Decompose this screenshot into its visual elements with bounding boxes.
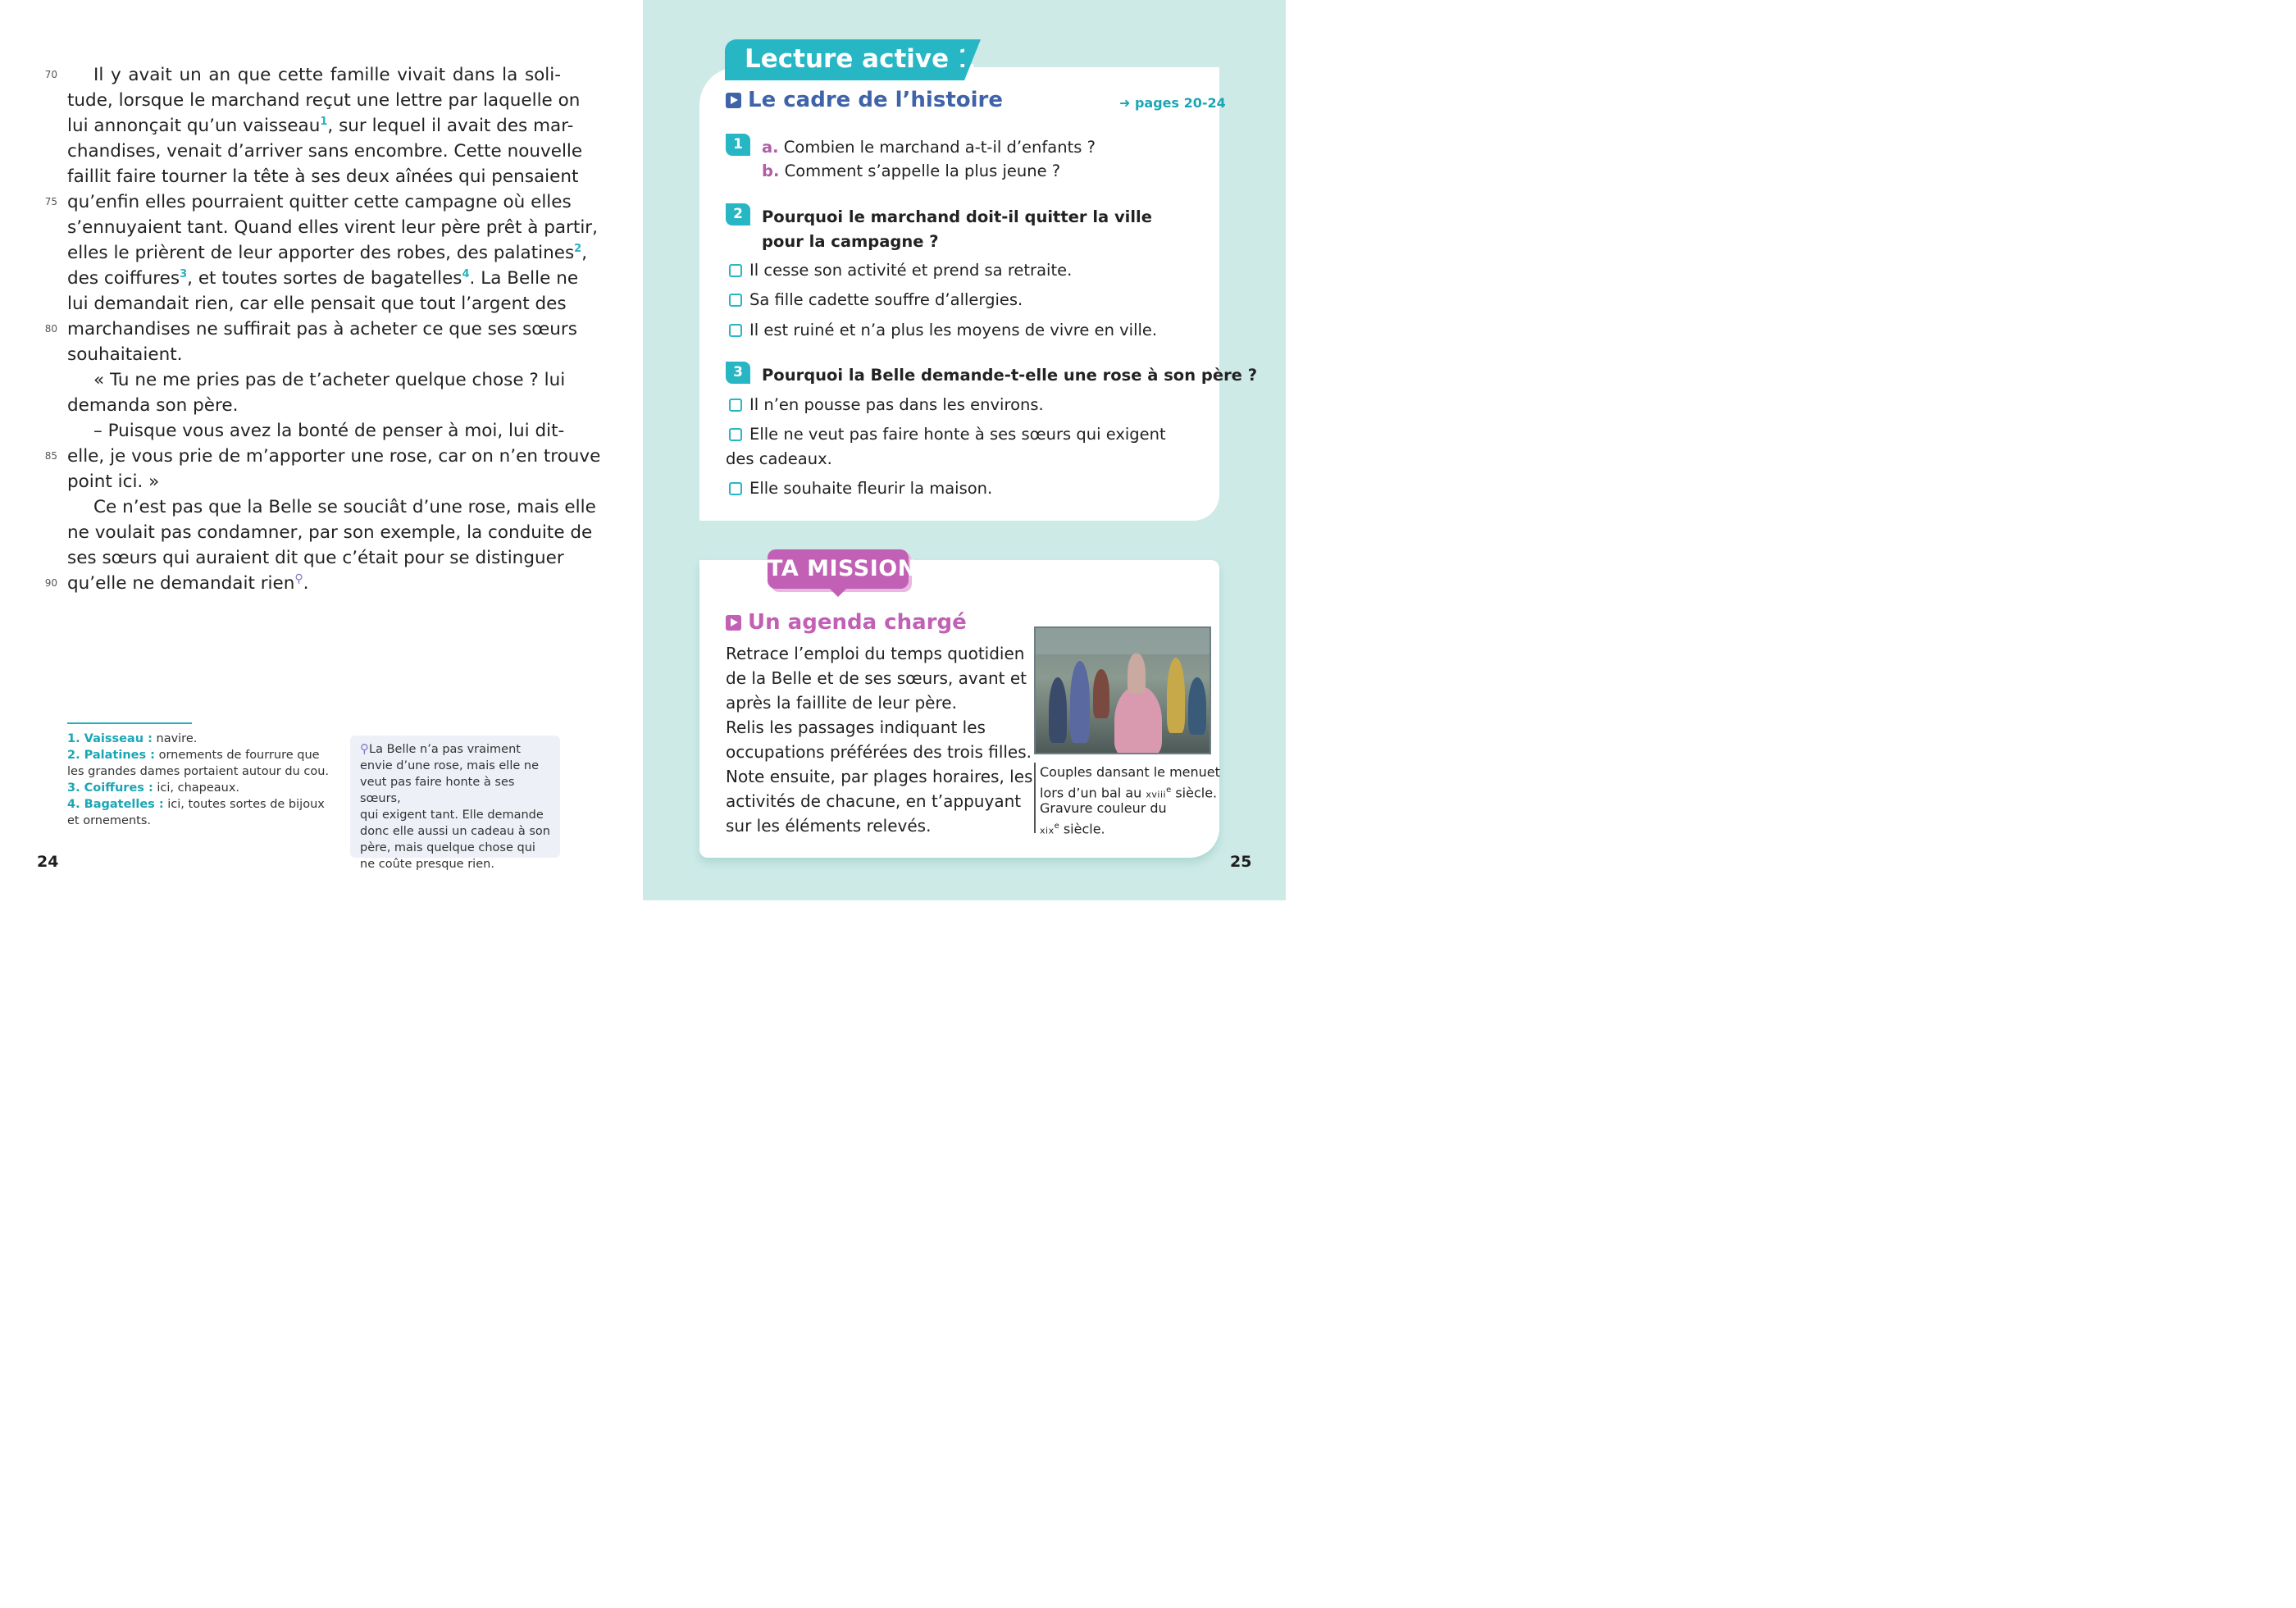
text-line: souhaitaient. (67, 344, 183, 365)
mission-badge (768, 549, 917, 589)
reading-note (350, 736, 560, 871)
mission-title: Un agenda chargé (748, 610, 967, 635)
lecture-active-tab (725, 39, 976, 80)
line-number: 75 (44, 196, 57, 207)
text-line: tude, lorsque le marchand reçut une lettre par laquelle on (67, 90, 581, 111)
left-page (0, 0, 643, 900)
text-line: s’ennuyaient tant. Quand elles virent leur père prêt à partir, (67, 217, 598, 238)
answer-checkbox[interactable] (729, 482, 742, 495)
answer-option: Sa fille cadette souffre d’allergies. (749, 290, 1023, 309)
mission-text-line: Retrace l’emploi du temps quotidien (726, 644, 1025, 663)
page-number-right: 25 (1230, 853, 1252, 871)
mission-text-line: Relis les passages indiquant les (726, 717, 986, 737)
text-line: marchandises ne suffirait pas à acheter ce que ses sœurs (67, 319, 577, 339)
footnote: 1. Vaisseau : navire. (67, 732, 198, 745)
lecture-tab-label: Lecture active 1 (745, 44, 976, 74)
footnote-ref: 3 (180, 267, 188, 280)
text-line: point ici. » (67, 471, 160, 492)
image-caption-line: Couples dansant le menuet (1040, 764, 1220, 780)
answer-option: Il est ruiné et n’a plus les moyens de vivre en ville. (749, 321, 1158, 339)
footnote-ref: 4 (462, 267, 470, 280)
answer-checkbox[interactable] (729, 324, 742, 337)
text-line: qu’elle ne demandait rien⚲. (67, 572, 309, 594)
mission-text-line: de la Belle et de ses sœurs, avant et (726, 668, 1027, 688)
text-line: ses sœurs qui auraient dit que c’était pour se distinguer (67, 548, 564, 568)
answer-checkbox[interactable] (729, 428, 742, 441)
magnifier-icon: ⚲ (360, 741, 369, 756)
text-line: elle, je vous prie de m’apporter une rose, car on n’en trouve (67, 446, 601, 467)
question-number-badge: 1 (726, 134, 750, 156)
mission-heading (726, 610, 967, 635)
note-line: donc elle aussi un cadeau à son (360, 825, 550, 838)
text-line: lui demandait rien, car elle pensait que tout l’argent des (67, 294, 567, 314)
question-line: pour la campagne ? (762, 232, 939, 251)
text-line: elles le prièrent de leur apporter des robes, des palatines$^2$, (67, 242, 588, 263)
answer-option: Il cesse son activité et prend sa retraite. (749, 261, 1073, 280)
question-number-badge: 2 (726, 203, 750, 225)
line-number: 90 (44, 577, 57, 589)
section-title: Le cadre de l’histoire (748, 88, 1003, 112)
image-caption-line: xix$^e$ siècle. (1040, 821, 1105, 837)
footnote-ref: 1 (320, 115, 328, 128)
image-caption-line: lors d’un bal au xviii$^e$ siècle. (1040, 785, 1218, 801)
text-line: ne voulait pas condamner, par son exemple, la conduite de (67, 522, 593, 543)
answer-option: Il n’en pousse pas dans les environs. (749, 395, 1044, 414)
question-number-badge: 3 (726, 362, 750, 384)
mission-text-line: occupations préférées des trois filles. (726, 742, 1032, 762)
text-line: – Puisque vous avez la bonté de penser à moi, lui dit- (93, 421, 565, 441)
footnote-divider (67, 722, 192, 724)
text-line: faillit faire tourner la tête à ses deux aînées qui pensaient (67, 166, 579, 187)
footnote-ref: 2 (574, 242, 582, 255)
mission-text-line: après la faillite de leur père. (726, 693, 957, 713)
question-line: Pourquoi le marchand doit-il quitter la ville (762, 207, 1152, 226)
mission-badge-label: TA MISSION (768, 556, 917, 581)
caption-divider (1034, 763, 1036, 833)
footnote: 3. Coiffures : ici, chapeaux. (67, 781, 240, 795)
play-square-icon (726, 615, 741, 631)
minuet-engraving-image (1034, 626, 1211, 754)
question-line: a. Combien le marchand a-t-il d’enfants ? (762, 138, 1096, 157)
image-caption-line: Gravure couleur du (1040, 800, 1167, 816)
note-line: père, mais quelque chose qui (360, 841, 535, 854)
line-number: 70 (44, 69, 57, 80)
mission-text-line: Note ensuite, par plages horaires, les (726, 767, 1033, 786)
text-line: Il y avait un an que cette famille vivait dans la soli- (93, 65, 561, 85)
footnote: 4. Bagatelles : ici, toutes sortes de bijoux et ornements. (67, 798, 325, 827)
text-line: des coiffures$^3$, et toutes sortes de bagatelles$^4$. La Belle ne (67, 267, 579, 289)
answer-checkbox[interactable] (729, 294, 742, 307)
section-heading (726, 88, 1003, 112)
line-number: 80 (44, 323, 57, 335)
note-line: veut pas faire honte à ses sœurs, (360, 776, 515, 805)
question-line: b. Comment s’appelle la plus jeune ? (762, 162, 1061, 180)
text-line: chandises, venait d’arriver sans encombre. Cette nouvelle (67, 141, 583, 162)
text-line: qu’enfin elles pourraient quitter cette campagne où elles (67, 192, 572, 212)
answer-option: Elle souhaite fleurir la maison. (749, 479, 993, 498)
note-line: ⚲La Belle n’a pas vraiment (360, 741, 521, 756)
answer-checkbox[interactable] (729, 264, 742, 277)
play-square-icon (726, 93, 741, 108)
text-line: demanda son père. (67, 395, 239, 416)
answer-option-continuation: des cadeaux. (726, 449, 832, 468)
text-line: lui annonçait qu’un vaisseau$^1$, sur lequel il avait des mar- (67, 115, 574, 136)
answer-option: Elle ne veut pas faire honte à ses sœurs qui exigent (749, 425, 1166, 444)
answer-checkbox[interactable] (729, 399, 742, 412)
magnifier-icon: ⚲ (294, 572, 303, 585)
question-line: Pourquoi la Belle demande-t-elle une rose à son père ? (762, 366, 1258, 385)
page-number-left: 24 (37, 853, 59, 871)
mission-text-line: sur les éléments relevés. (726, 816, 932, 836)
note-line: ne coûte presque rien. (360, 858, 494, 871)
right-page (643, 0, 1286, 900)
footnote: 2. Palatines : ornements de fourrure que les grandes dames portaient autour du cou. (67, 749, 330, 778)
text-line: Ce n’est pas que la Belle se souciât d’une rose, mais elle (93, 497, 596, 517)
mission-text-line: activités de chacune, en t’appuyant (726, 791, 1022, 811)
pages-reference: ➜ pages 20-24 (1119, 95, 1226, 111)
text-line: « Tu ne me pries pas de t’acheter quelque chose ? lui (93, 370, 566, 390)
note-line: envie d’une rose, mais elle ne (360, 759, 540, 772)
line-number: 85 (44, 450, 57, 462)
note-line: qui exigent tant. Elle demande (360, 809, 544, 822)
